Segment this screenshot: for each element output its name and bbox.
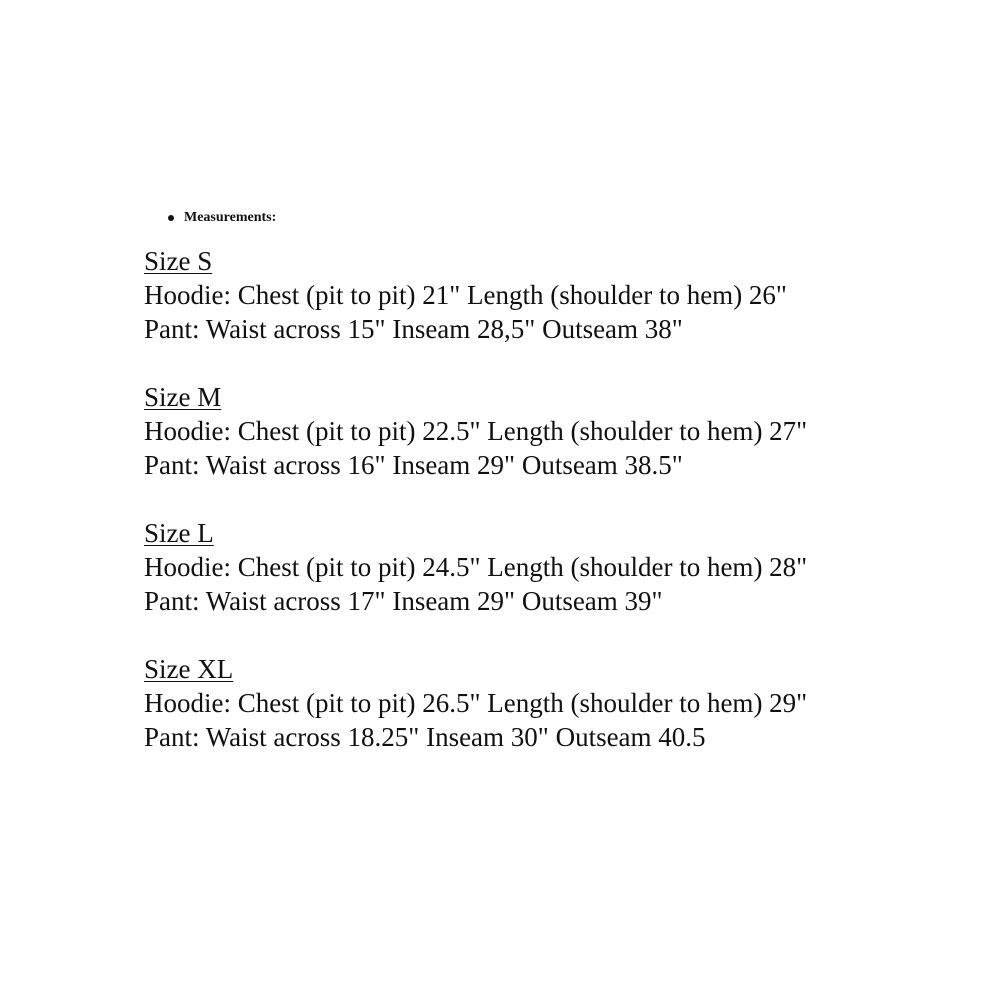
hoodie-measurements: Hoodie: Chest (pit to pit) 22.5" Length (shoulder to hem) 27": [144, 416, 808, 446]
pant-measurements: Pant: Waist across 18.25" Inseam 30" Outseam 40.5: [144, 722, 706, 752]
size-title: Size S: [144, 246, 213, 276]
size-block-m: [144, 380, 944, 482]
size-block-xl: [144, 652, 944, 754]
hoodie-measurements: Hoodie: Chest (pit to pit) 21" Length (shoulder to hem) 26": [144, 280, 787, 310]
pant-measurements: Pant: Waist across 15" Inseam 28,5" Outseam 38": [144, 314, 683, 344]
size-title: Size XL: [144, 654, 234, 684]
measurements-bullet: [168, 209, 276, 227]
pant-measurements: Pant: Waist across 16" Inseam 29" Outseam 38.5": [144, 450, 683, 480]
bullet-dot-icon: [168, 215, 174, 221]
measurements-label: Measurements:: [184, 210, 277, 225]
size-block-l: [144, 516, 944, 618]
size-block-s: [144, 244, 944, 346]
size-list: [144, 244, 944, 788]
size-title: Size L: [144, 518, 214, 548]
size-title: Size M: [144, 382, 222, 412]
hoodie-measurements: Hoodie: Chest (pit to pit) 26.5" Length (shoulder to hem) 29": [144, 688, 808, 718]
pant-measurements: Pant: Waist across 17" Inseam 29" Outseam 39": [144, 586, 663, 616]
hoodie-measurements: Hoodie: Chest (pit to pit) 24.5" Length (shoulder to hem) 28": [144, 552, 808, 582]
